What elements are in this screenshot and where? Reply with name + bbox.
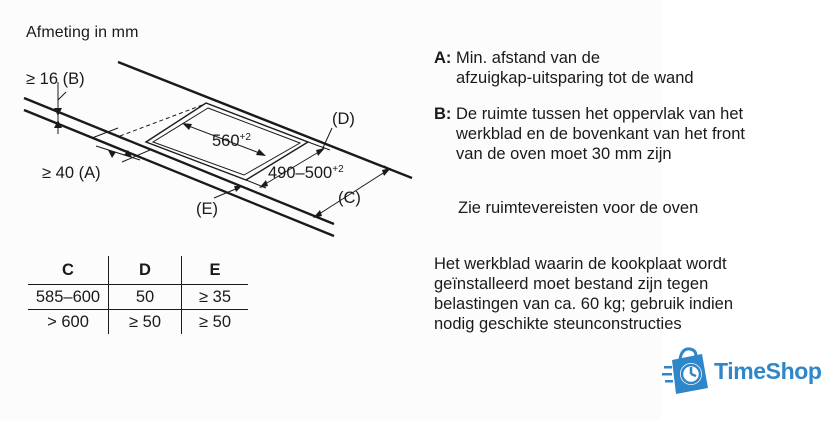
table-cell: 585–600 <box>28 285 109 310</box>
width-arrow-left <box>182 123 192 130</box>
dimension-table <box>28 256 248 334</box>
label-d: (D) <box>332 110 355 128</box>
note-load-line: belastingen van ca. 60 kg; gebruik indien <box>434 295 734 313</box>
label-b-dim: ≥ 16 (B) <box>26 70 85 88</box>
worktop-front-edge-top <box>24 98 334 224</box>
note-b-line: werkblad en de bovenkant van het front <box>456 125 745 143</box>
label-depth: $490-500^{+2}$ <box>268 164 344 182</box>
note-load-line: geïnstalleerd moet bestand zijn tegen <box>434 275 709 293</box>
table-cell: ≥ 50 <box>182 310 249 335</box>
note-load-bearing <box>434 254 814 334</box>
c-arrow-bottom <box>313 210 322 218</box>
note-load-line: nodig geschikte steunconstructies <box>434 315 682 333</box>
note-a <box>434 48 694 88</box>
table-cell: ≥ 50 <box>109 310 182 335</box>
label-a-dim: ≥ 40 (A) <box>42 164 101 182</box>
table-cell: ≥ 35 <box>182 285 249 310</box>
note-a-line: Min. afstand van de <box>456 49 601 67</box>
note-b-line: van de oven moet 30 mm zijn <box>456 145 672 163</box>
a-ext-line-1 <box>92 128 118 138</box>
b-leader <box>58 92 66 100</box>
table-cell: 50 <box>109 285 182 310</box>
e-arrow <box>234 186 242 192</box>
note-b <box>434 104 745 164</box>
table-cell: > 600 <box>47 312 89 331</box>
table-header-row <box>28 256 248 285</box>
table-header-e: E <box>182 256 249 285</box>
width-arrow-right <box>256 149 266 156</box>
table-header-d: D <box>109 256 182 285</box>
timeshop-logo <box>662 346 838 398</box>
note-a-line: afzuigkap-uitsparing tot de wand <box>456 69 694 87</box>
note-a-text <box>456 48 694 88</box>
shopping-bag-clock-icon <box>662 346 718 398</box>
a-arrow-1 <box>108 150 116 158</box>
note-b-key: B: <box>434 105 452 123</box>
note-b-text <box>456 104 745 164</box>
logo-text: TimeShop <box>714 358 822 384</box>
table-header-c: C <box>28 256 109 285</box>
note-oven-requirements: Zie ruimtevereisten voor de oven <box>458 199 699 217</box>
note-load-line: Het werkblad waarin de kookplaat wordt <box>434 255 727 273</box>
note-a-key: A: <box>434 49 452 67</box>
depth-arrow-top <box>316 148 325 156</box>
c-arrow-top <box>382 168 391 176</box>
label-e: (E) <box>196 200 218 218</box>
page-title: Afmeting in mm <box>26 24 139 41</box>
depth-arrow-bottom <box>259 180 268 188</box>
label-c: (C) <box>338 189 361 207</box>
note-b-line: De ruimte tussen het oppervlak van het <box>456 105 744 123</box>
table-row <box>28 285 248 310</box>
table-row <box>28 310 248 335</box>
label-width: $560^{+2}$ <box>212 132 251 150</box>
